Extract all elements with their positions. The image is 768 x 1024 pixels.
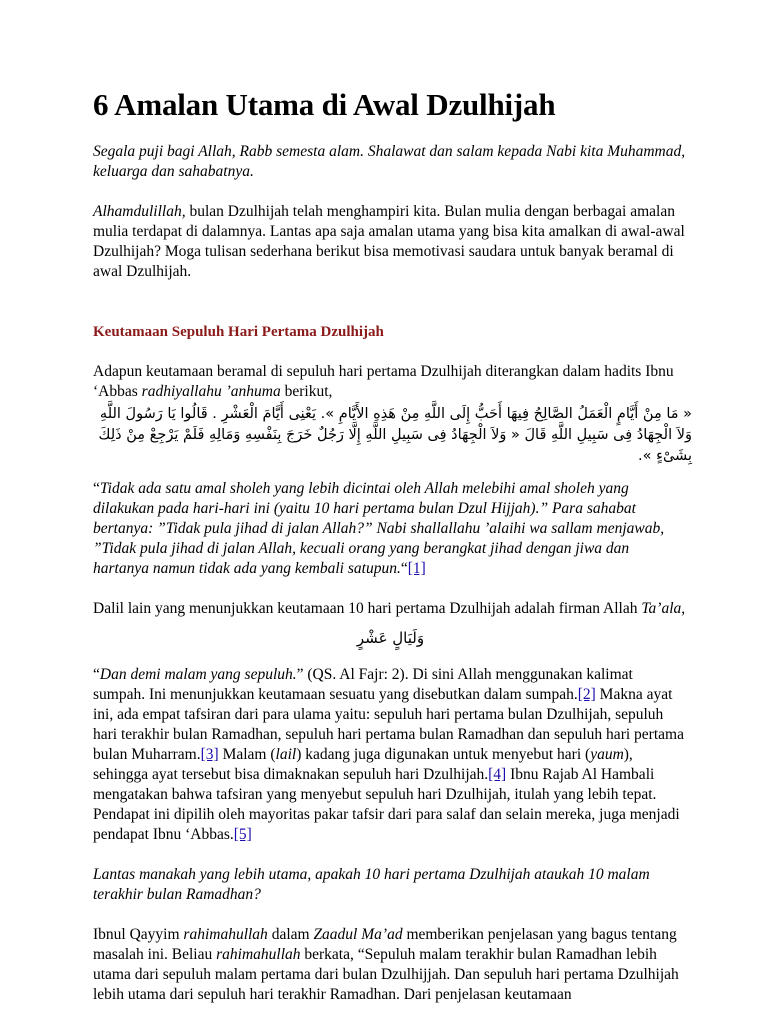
dalil-paragraph — [93, 599, 688, 619]
footnote-link-2[interactable]: [2] — [577, 686, 596, 703]
hadith-intro-italic: radhiyallahu ’anhuma — [141, 383, 281, 400]
iq-italic-2: Zaadul Ma’ad — [313, 926, 403, 943]
yaum-text: yaum — [590, 746, 624, 763]
document-page — [93, 86, 692, 1005]
hadith-intro-text-2: berikut, — [280, 383, 333, 400]
verse-arabic: وَلَيَالٍ عَشْرٍ — [356, 629, 425, 647]
page-title: 6 Amalan Utama di Awal Dzulhijah — [93, 87, 556, 122]
section-heading: Keutamaan Sepuluh Hari Pertama Dzulhijah — [93, 324, 384, 340]
ibnul-qayyim-paragraph — [93, 925, 688, 1005]
verse-open-quote: “ — [93, 666, 100, 683]
translation-close-quote: “ — [400, 560, 408, 577]
intro-paragraph — [93, 142, 688, 182]
iq-italic-3: rahimahullah — [216, 946, 301, 963]
iq-italic-1: rahimahullah — [183, 926, 268, 943]
tafsir-text-2: Makna ayat ini, ada empat tafsiran dari para ulama yaitu: sepuluh hari pertama bulan Dzulhijah, sepuluh hari terakhir bulan Ramadhan, sepuluh hari pertama bulan Ramadhan dan sepuluh hari pertama bulan Muharram. — [93, 686, 684, 763]
iq-text-1: Ibnul Qayyim — [93, 926, 184, 943]
iq-text-3: memberikan penjelasan yang bagus tentang masalah ini. Beliau — [93, 926, 677, 963]
taala-text: Ta’ala — [641, 600, 682, 617]
iq-text-2: dalam — [267, 926, 314, 943]
footnote-link-3[interactable]: [3] — [200, 746, 219, 763]
intro-text: Segala puji bagi Allah, Rabb semesta alam. Shalawat dan salam kepada Nabi kita Muhammad, keluarga dan sahabatnya. — [93, 143, 686, 180]
opening-text: bulan Dzulhijah telah menghampiri kita. Bulan mulia dengan berbagai amalan mulia terdapat di dalamnya. Lantas apa saja amalan utama yang bisa kita amalkan di awal-awal Dzulhijah? Moga tulisan sederhana berikut bisa memotivasi saudara untuk banyak beramal di awal Dzulhijah. — [93, 203, 685, 280]
translation-open-quote: “ — [93, 480, 100, 497]
verse-translation: Dan demi malam yang sepuluh. — [99, 666, 297, 683]
hadith-intro-paragraph — [93, 362, 688, 402]
iq-text-4: berkata, “Sepuluh malam terakhir bulan Ramadhan lebih utama dari sepuluh malam pertama dari bulan Dzulhijjah. Dan sepuluh hari pertama Dzulhijah lebih utama dari sepuluh hari terakhir Ramadhan. Dari penjelasan keutamaan — [93, 946, 679, 1003]
footnote-link-4[interactable]: [4] — [488, 766, 507, 783]
opening-paragraph — [93, 202, 688, 282]
question-paragraph — [93, 865, 688, 905]
footnote-link-5[interactable]: [5] — [233, 826, 252, 843]
dalil-end: , — [681, 600, 686, 617]
question-text: Lantas manakah yang lebih utama, apakah 10 hari pertama Dzulhijah ataukah 10 malam terakhir bulan Ramadhan? — [93, 866, 650, 903]
tafsir-text-6: Ibnu Rajab Al Hambali mengatakan bahwa tafsiran yang menyebut sepuluh hari Dzulhijah, itulah yang lebih tepat. Pendapat ini dipilih oleh mayoritas pakar tafsir dari para salaf dan selain mereka, juga menjadi pendapat Ibnu ‘Abbas. — [93, 766, 680, 843]
tafsir-text-5: ), sehingga ayat tersebut bisa dimaknakan sepuluh hari Dzulhijah. — [93, 746, 633, 783]
hadith-intro-text-1: Adapun keutamaan beramal di sepuluh hari pertama Dzulhijah diterangkan dalam hadits Ibnu ‘Abbas — [93, 363, 674, 400]
lail-text: lail — [275, 746, 297, 763]
alhamdulillah-text: Alhamdulillah, — [93, 203, 186, 220]
tafsir-text-1: ” (QS. Al Fajr: 2). Di sini Allah menggunakan kalimat sumpah. Ini menunjukkan keutamaan sesuatu yang disebutkan dalam sumpah. — [93, 666, 633, 703]
tafsir-paragraph — [93, 665, 688, 845]
footnote-link-1[interactable]: [1] — [407, 560, 426, 577]
dalil-text: Dalil lain yang menunjukkan keutamaan 10 hari pertama Dzulhijah adalah firman Allah — [93, 600, 642, 617]
tafsir-text-4: ) kadang juga digunakan untuk menyebut hari ( — [296, 746, 591, 763]
hadith-translation — [93, 479, 688, 579]
hadith-arabic: « مَا مِنْ أَيَّامٍ الْعَمَلُ الصَّالِحُ فِيهَا أَحَبُّ إِلَى اللَّهِ مِنْ هَذِهِ الأَيَّامِ ». يَعْنِى أَيَّامَ الْعَشْرِ . قَالُوا يَا رَسُولَ اللَّهِ وَلاَ الْجِهَادُ فِى سَبِيلِ اللَّهِ قَالَ « وَلاَ الْجِهَادُ فِى سَبِيلِ اللَّهِ إِلَّا رَجُلٌ خَرَجَ بِنَفْسِهِ وَمَالِهِ فَلَمْ يَرْجِعْ مِنْ ذَلِكَ بِشَىْءٍ ». — [98, 406, 692, 464]
tafsir-text-3: Malam ( — [218, 746, 276, 763]
translation-text: Tidak ada satu amal sholeh yang lebih dicintai oleh Allah melebihi amal sholeh yang dilakukan pada hari-hari ini (yaitu 10 hari pertama bulan Dzul Hijjah).” Para sahabat bertanya: ”Tidak pula jihad di jalan Allah?” Nabi shallallahu ’alaihi wa sallam menjawab, ”Tidak pula jihad di jalan Allah, kecuali orang yang berangkat jihad dengan jiwa dan hartanya namun tidak ada yang kembali satupun. — [93, 480, 665, 577]
